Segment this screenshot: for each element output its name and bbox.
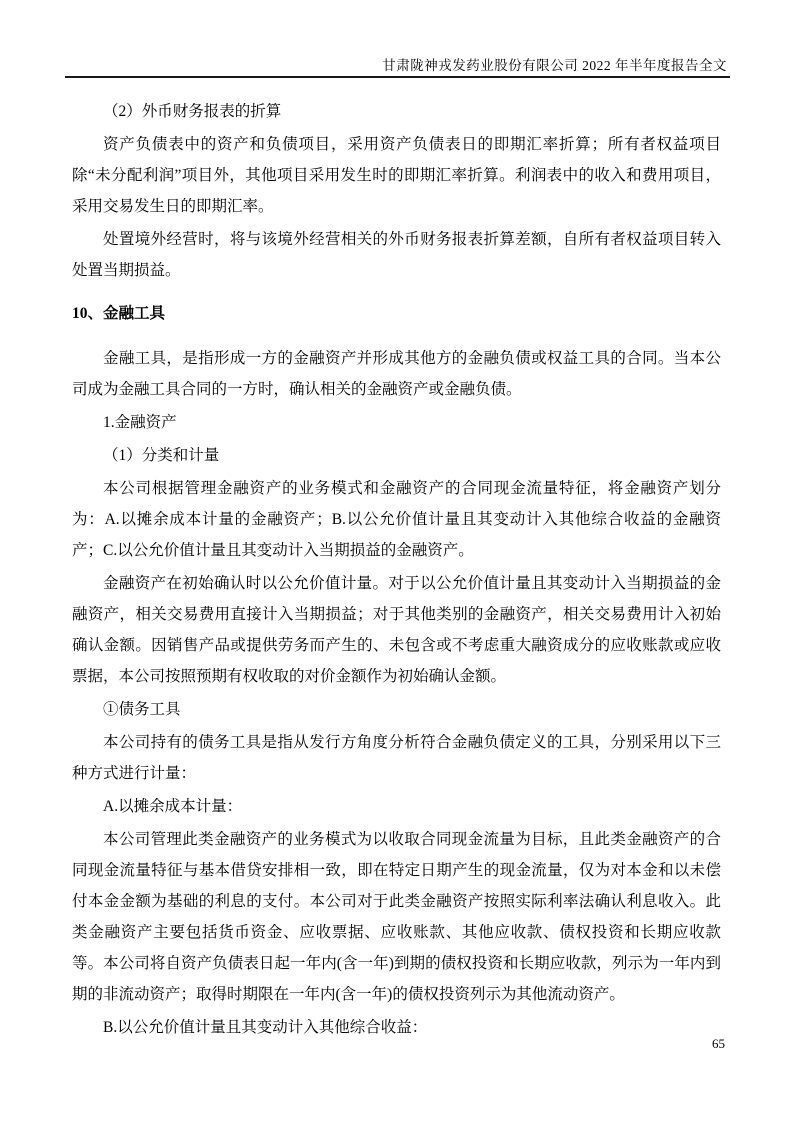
header-rule xyxy=(65,76,730,78)
document-body xyxy=(72,96,721,1045)
paragraph-amortized-cost-detail: 本公司管理此类金融资产的业务模式为以收取合同现金流量为目标，且此类金融资产的合同现金流量特征与基本借贷安排相一致，即在特定日期产生的现金流量，仅为对本金和以未偿付本金金额为基础的利息的支付。本公司对于此类金融资产按照实际利率法确认利息收入。此类金融资产主要包括货币资金、应收票据、应收账款、其他应收款、债权投资和长期应收款等。本公司将自资产负债表日起一年内(含一年)到期的债权投资和长期应收款，列示为一年内到期的非流动资产；取得时期限在一年内(含一年)的债权投资列示为其他流动资产。 xyxy=(72,831,721,1003)
subheading-amortized-cost: A.以摊余成本计量： xyxy=(103,798,243,815)
paragraph-foreign-currency-statement-heading: （2）外币财务报表的折算 xyxy=(103,103,282,120)
page-header-title: 甘肃陇神戎发药业股份有限公司 2022 年半年度报告全文 xyxy=(382,58,727,73)
section-heading-financial-instruments: 10、金融工具 xyxy=(72,305,166,322)
page-number: 65 xyxy=(712,1036,725,1051)
subheading-fvoci: B.以公允价值计量且其变动计入其他综合收益： xyxy=(103,1019,428,1036)
paragraph-asset-classification: 本公司根据管理金融资产的业务模式和金融资产的合同现金流量特征，将金融资产划分为：A.以摊余成本计量的金融资产；B.以公允价值计量且其变动计入其他综合收益的金融资产；C.以公允价值计量且其变动计入当期损益的金融资产。 xyxy=(72,480,721,559)
paragraph-financial-instruments-definition: 金融工具，是指形成一方的金融资产并形成其他方的金融负债或权益工具的合同。当本公司成为金融工具合同的一方时，确认相关的金融资产或金融负债。 xyxy=(72,350,721,398)
paragraph-balance-sheet-translation: 资产负债表中的资产和负债项目，采用资产负债表日的即期汇率折算；所有者权益项目除“未分配利润”项目外，其他项目采用发生时的即期汇率折算。利润表中的收入和费用项目，采用交易发生日的即期汇率。 xyxy=(72,136,721,215)
subheading-debt-instruments: ①债务工具 xyxy=(103,701,181,718)
paragraph-initial-recognition: 金融资产在初始确认时以公允价值计量。对于以公允价值计量且其变动计入当期损益的金融资产，相关交易费用直接计入当期损益；对于其他类别的金融资产，相关交易费用计入初始确认金额。因销售产品或提供劳务而产生的、未包含或不考虑重大融资成分的应收账款或应收票据，本公司按照预期有权收取的对价金额作为初始确认金额。 xyxy=(72,575,721,685)
paragraph-disposal-overseas-operation: 处置境外经营时，将与该境外经营相关的外币财务报表折算差额，自所有者权益项目转入处置当期损益。 xyxy=(72,231,721,279)
subheading-classification-measurement: （1）分类和计量 xyxy=(103,447,220,464)
subheading-financial-assets: 1.金融资产 xyxy=(103,414,177,431)
paragraph-debt-instruments-definition: 本公司持有的债务工具是指从发行方角度分析符合金融负债定义的工具，分别采用以下三种方式进行计量： xyxy=(72,734,721,782)
